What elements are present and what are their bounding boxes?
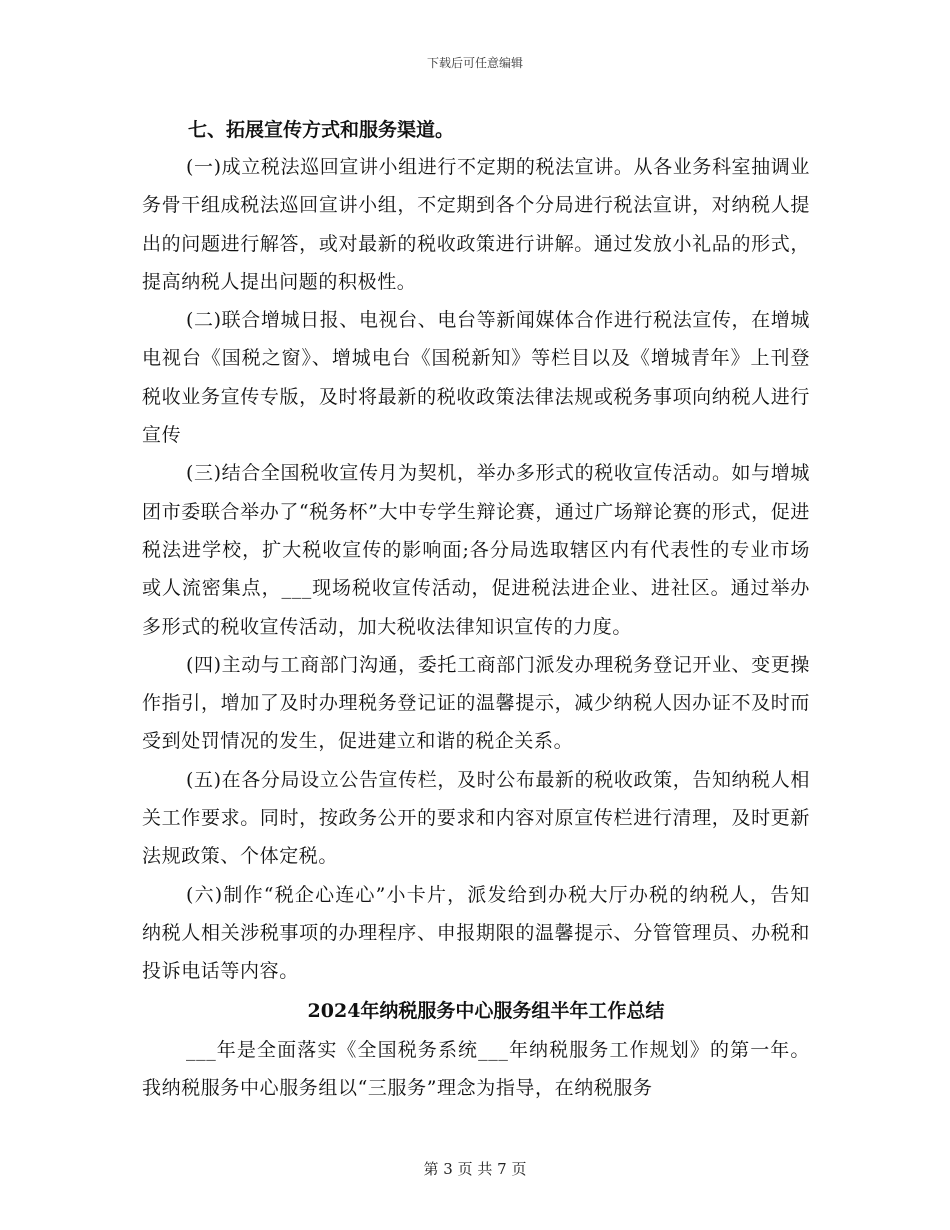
paragraph-6: (六)制作“税企心连心”小卡片，派发给到办税大厅办税的纳税人，告知纳税人相关涉税事项的办理程序、申报期限的温馨提示、分管管理员、办税和投诉电话等内容。 bbox=[142, 883, 810, 983]
paragraph-1: (一)成立税法巡回宣讲小组进行不定期的税法宣讲。从各业务科室抽调业务骨干组成税法巡回宣讲小组，不定期到各个分局进行税法宣讲，对纳税人提出的问题进行解答，或对最新的税收政策进行讲解。通过发放小礼品的形式，提高纳税人提出问题的积极性。 bbox=[142, 156, 810, 293]
closing-paragraph: ___年是全面落实《全国税务系统___年纳税服务工作规划》的第一年。我纳税服务中心服务组以“三服务”理念为指导，在纳税服务 bbox=[142, 1038, 810, 1099]
paragraph-2: (二)联合增城日报、电视台、电台等新闻媒体合作进行税法宣传，在增城电视台《国税之窗》、增城电台《国税新知》等栏目以及《增城青年》上刊登税收业务宣传专版，及时将最新的税收政策法律法规或税务事项向纳税人进行宣传 bbox=[142, 309, 810, 447]
paragraph-3: (三)结合全国税收宣传月为契机，举办多形式的税收宣传活动。如与增城团市委联合举办了“税务杯”大中专学生辩论赛，通过广场辩论赛的形式，促进税法进学校，扩大税收宣传的影响面;各分局选取辖区内有代表性的专业市场或人流密集点，___现场税收宣传活动，促进税法进企业、进社区。通过举办多形式的税收宣传活动，加大税收法律知识宣传的力度。 bbox=[142, 462, 810, 638]
document-body bbox=[142, 112, 810, 1107]
page-header: 下载后可任意编辑 bbox=[426, 56, 523, 70]
paragraph-4: (四)主动与工商部门沟通，委托工商部门派发办理税务登记开业、变更操作指引，增加了及时办理税务登记证的温馨提示，减少纳税人因办证不及时而受到处罚情况的发生，促进建立和谐的税企关系。 bbox=[142, 653, 810, 753]
page-number: 第 3 页 共 7 页 bbox=[423, 1160, 527, 1178]
section-heading: 七、拓展宣传方式和服务渠道。 bbox=[188, 119, 455, 141]
report-title: 2024年纳税服务中心服务组半年工作总结 bbox=[307, 999, 665, 1022]
paragraph-5: (五)在各分局设立公告宣传栏，及时公布最新的税收政策，告知纳税人相关工作要求。同时，按政务公开的要求和内容对原宣传栏进行清理，及时更新法规政策、个体定税。 bbox=[142, 768, 810, 868]
